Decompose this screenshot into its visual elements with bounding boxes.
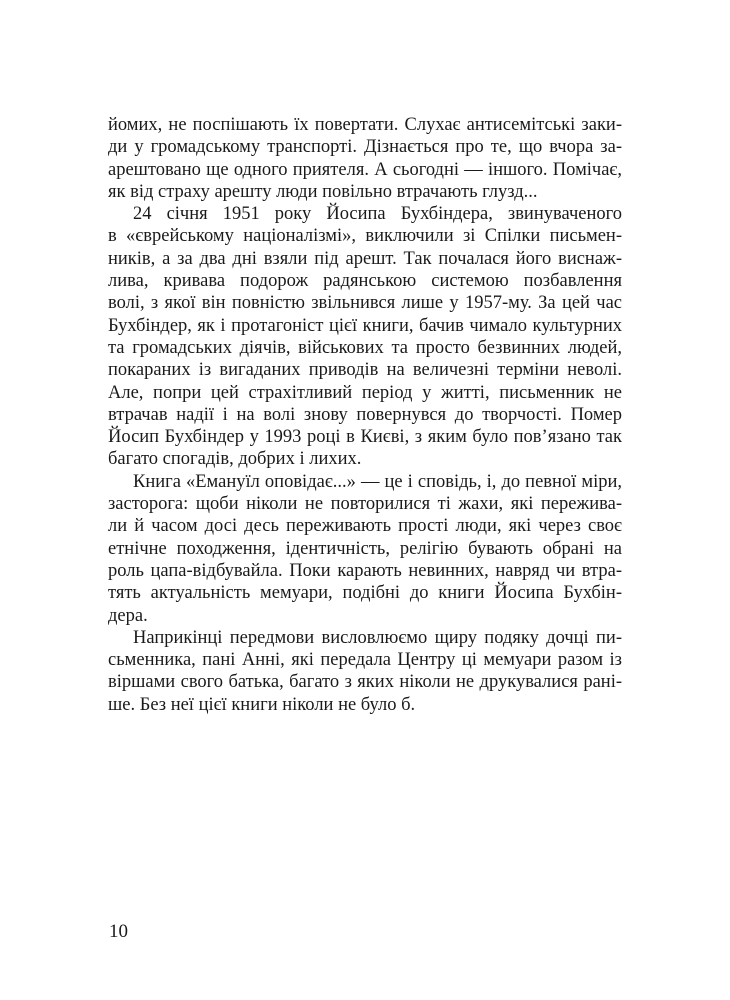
text-line: дера. [108, 605, 148, 626]
text-line: в «єврейському націоналізмі», виключили зі Спілки письмен- [108, 226, 622, 247]
text-line: сьменника, пані Анні, які передала Центру ці мемуари разом із [108, 650, 622, 671]
text-line: волі, з якої він повністю звільнився лише у 1957-му. За цей час [108, 293, 622, 314]
text-line: лива, кривава подорож радянською системою позбавлення [108, 271, 622, 292]
text-line: ди у громадському транспорті. Дізнається про те, що вчора за- [108, 137, 622, 158]
text-line: арештовано ще одного приятеля. А сьогодні — іншого. Помічає, [108, 159, 622, 180]
text-line: Бухбіндер, як і протагоніст цієї книги, бачив чимало культурних [108, 315, 622, 336]
text-line: втрачав надії і на волі знову повернувся до творчості. Помер [108, 404, 622, 425]
text-line: ли й часом досі десь переживають прості люди, які через своє [108, 516, 622, 537]
text-line: засторога: щоби ніколи не повторилися ті жахи, які пережива- [108, 494, 622, 515]
page-number: 10 [109, 921, 128, 942]
text-line: як від страху арешту люди повільно втрачають глузд... [108, 181, 538, 202]
text-line: 24 січня 1951 року Йосипа Бухбіндера, звинуваченого [133, 204, 622, 225]
text-line: та громадських діячів, військових та просто безвинних людей, [108, 337, 622, 358]
text-line: ше. Без неї цієї книги ніколи не було б. [108, 694, 416, 715]
text-line: віршами свого батька, багато з яких ніколи не друкувалися рані- [108, 672, 622, 693]
text-line: Але, попри цей страхітливий період у житті, письменник не [108, 382, 622, 403]
text-line: Йосип Бухбіндер у 1993 році в Києві, з яким було пов’язано так [108, 427, 622, 448]
text-line: тять актуальність мемуари, подібні до книги Йосипа Бухбін- [108, 583, 622, 604]
text-line: ників, а за два дні взяли під арешт. Так почалася його виснаж- [108, 248, 622, 269]
text-line: роль цапа-відбувайла. Поки карають невинних, навряд чи втра- [108, 560, 622, 581]
text-block [108, 114, 622, 716]
text-line: Книга «Емануїл оповідає...» — це і сповідь, і, до певної міри, [133, 471, 622, 492]
text-line: йомих, не поспішають їх повертати. Слухає антисемітські заки- [108, 115, 622, 135]
text-line: етнічне походження, ідентичність, релігію бувають обрані на [108, 538, 622, 559]
text-line: багато спогадів, добрих і лихих. [108, 449, 362, 470]
text-line: покараних із вигаданих приводів на величезні терміни неволі. [108, 360, 622, 381]
text-line: Наприкінці передмови висловлюємо щиру подяку дочці пи- [133, 627, 622, 648]
